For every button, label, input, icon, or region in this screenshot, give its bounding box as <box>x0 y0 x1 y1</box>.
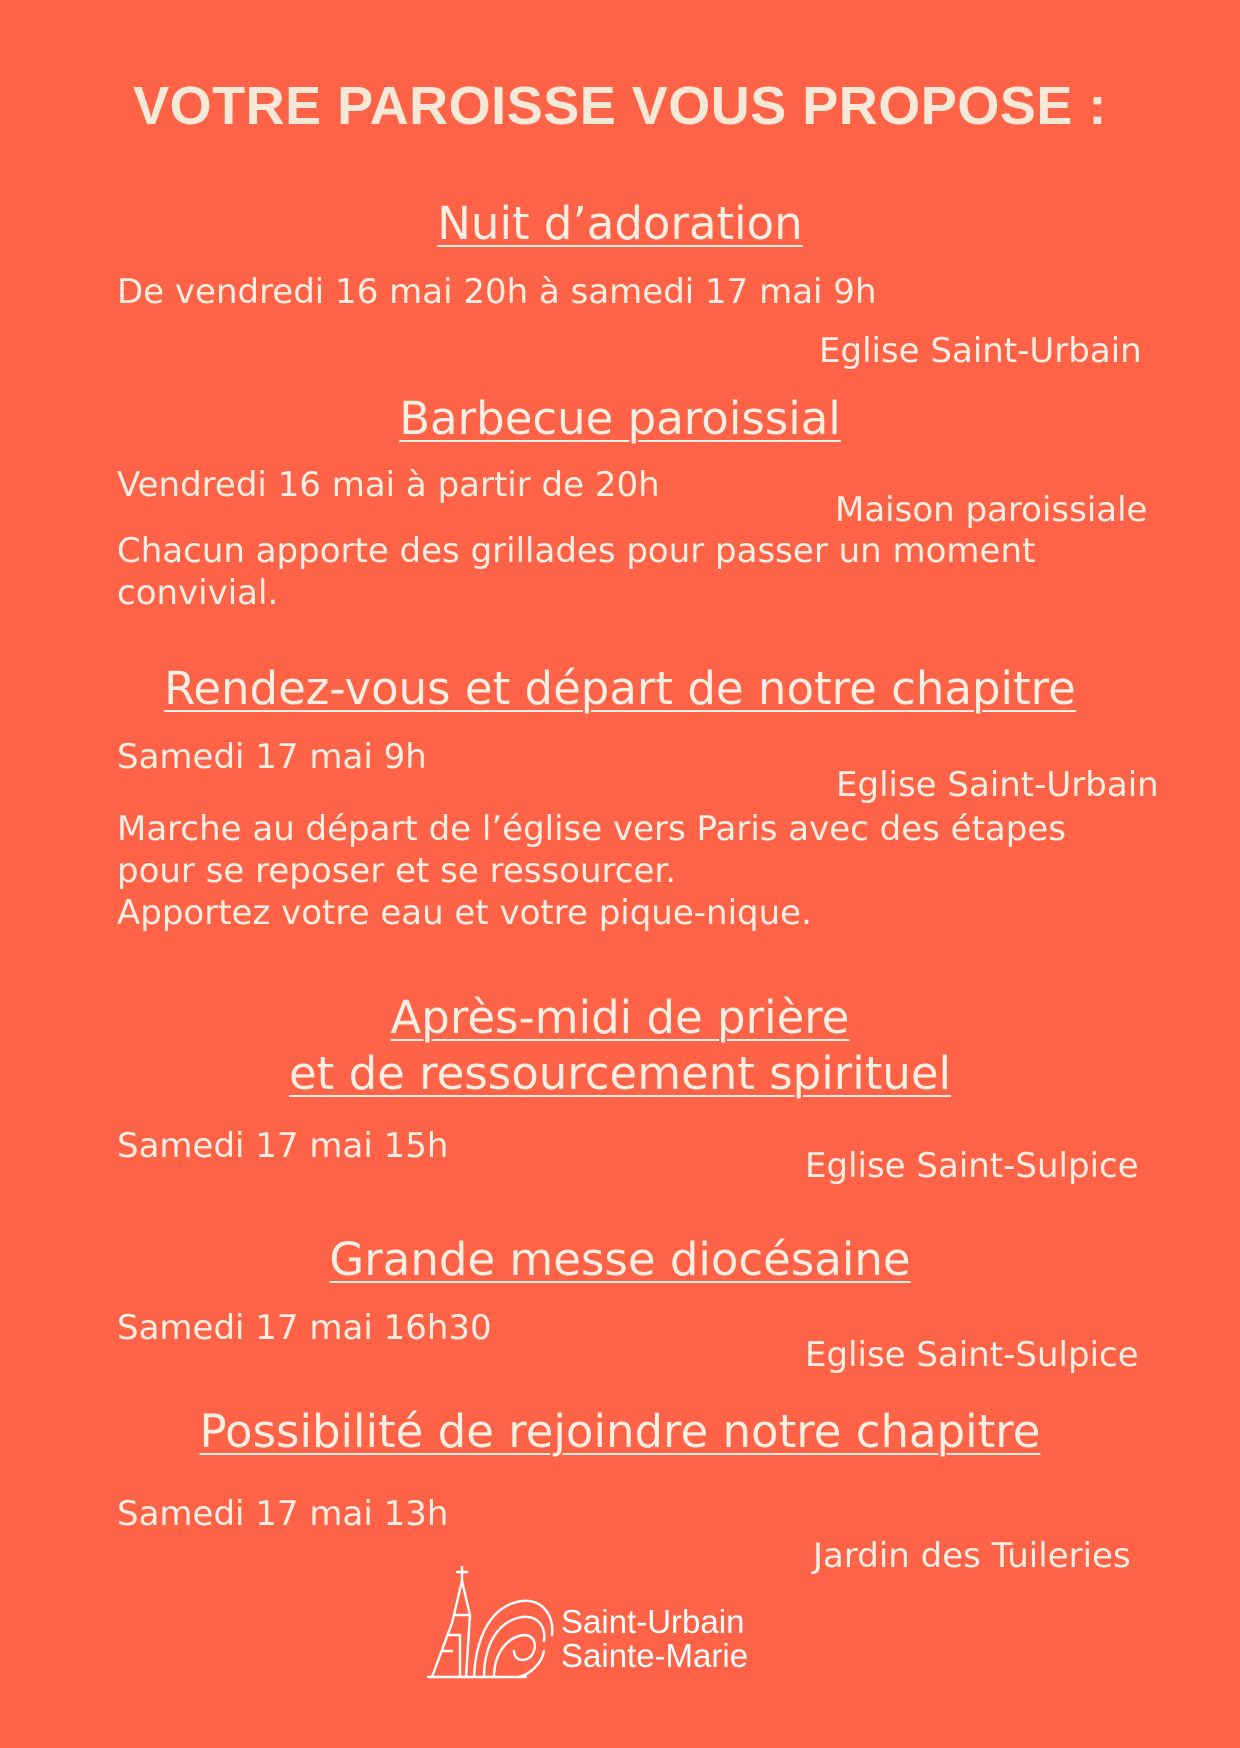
event-place-adoration: Eglise Saint-Urbain <box>819 331 1142 371</box>
event-heading-barbecue: Barbecue paroissial <box>399 392 841 445</box>
logo-line-1: Saint-Urbain <box>561 1603 745 1640</box>
event-date-adoration: De vendredi 16 mai 20h à samedi 17 mai 9h <box>117 272 877 312</box>
event-place-chapitre: Eglise Saint-Urbain <box>836 765 1159 805</box>
event-heading-chapitre: Rendez-vous et départ de notre chapitre <box>164 662 1076 715</box>
event-date-chapitre: Samedi 17 mai 9h <box>117 737 427 777</box>
event-date-priere: Samedi 17 mai 15h <box>117 1126 449 1166</box>
event-heading-adoration: Nuit d’adoration <box>437 197 803 250</box>
description-line: pour se reposer et se ressourcer. <box>117 851 677 891</box>
event-place-rejoindre: Jardin des Tuileries <box>813 1536 1131 1576</box>
page-title: VOTRE PAROISSE VOUS PROPOSE : <box>133 76 1107 136</box>
event-place-messe: Eglise Saint-Sulpice <box>805 1335 1139 1375</box>
heading-line: Après-midi de prière <box>390 991 850 1044</box>
event-heading-rejoindre: Possibilité de rejoindre notre chapitre <box>199 1405 1041 1458</box>
event-heading-messe: Grande messe diocésaine <box>329 1233 911 1286</box>
event-heading-priere <box>0 990 1240 1102</box>
event-place-barbecue: Maison paroissiale <box>835 490 1148 530</box>
event-date-rejoindre: Samedi 17 mai 13h <box>117 1494 449 1534</box>
parish-logo <box>426 1565 806 1685</box>
event-description-barbecue: Chacun apporte des grillades pour passer un moment convivial. <box>117 531 1036 613</box>
heading-line: et de ressourcement spirituel <box>288 1047 952 1100</box>
description-line: Marche au départ de l’église vers Paris avec des étapes <box>117 809 1066 849</box>
event-date-messe: Samedi 17 mai 16h30 <box>117 1308 492 1348</box>
description-line: Apportez votre eau et votre pique-nique. <box>117 893 812 933</box>
logo-line-2: Sainte-Marie <box>561 1637 749 1674</box>
church-steeple-icon <box>426 1565 556 1685</box>
event-date-barbecue: Vendredi 16 mai à partir de 20h <box>117 465 660 505</box>
event-description-chapitre <box>117 808 1157 934</box>
event-place-priere: Eglise Saint-Sulpice <box>805 1146 1139 1186</box>
